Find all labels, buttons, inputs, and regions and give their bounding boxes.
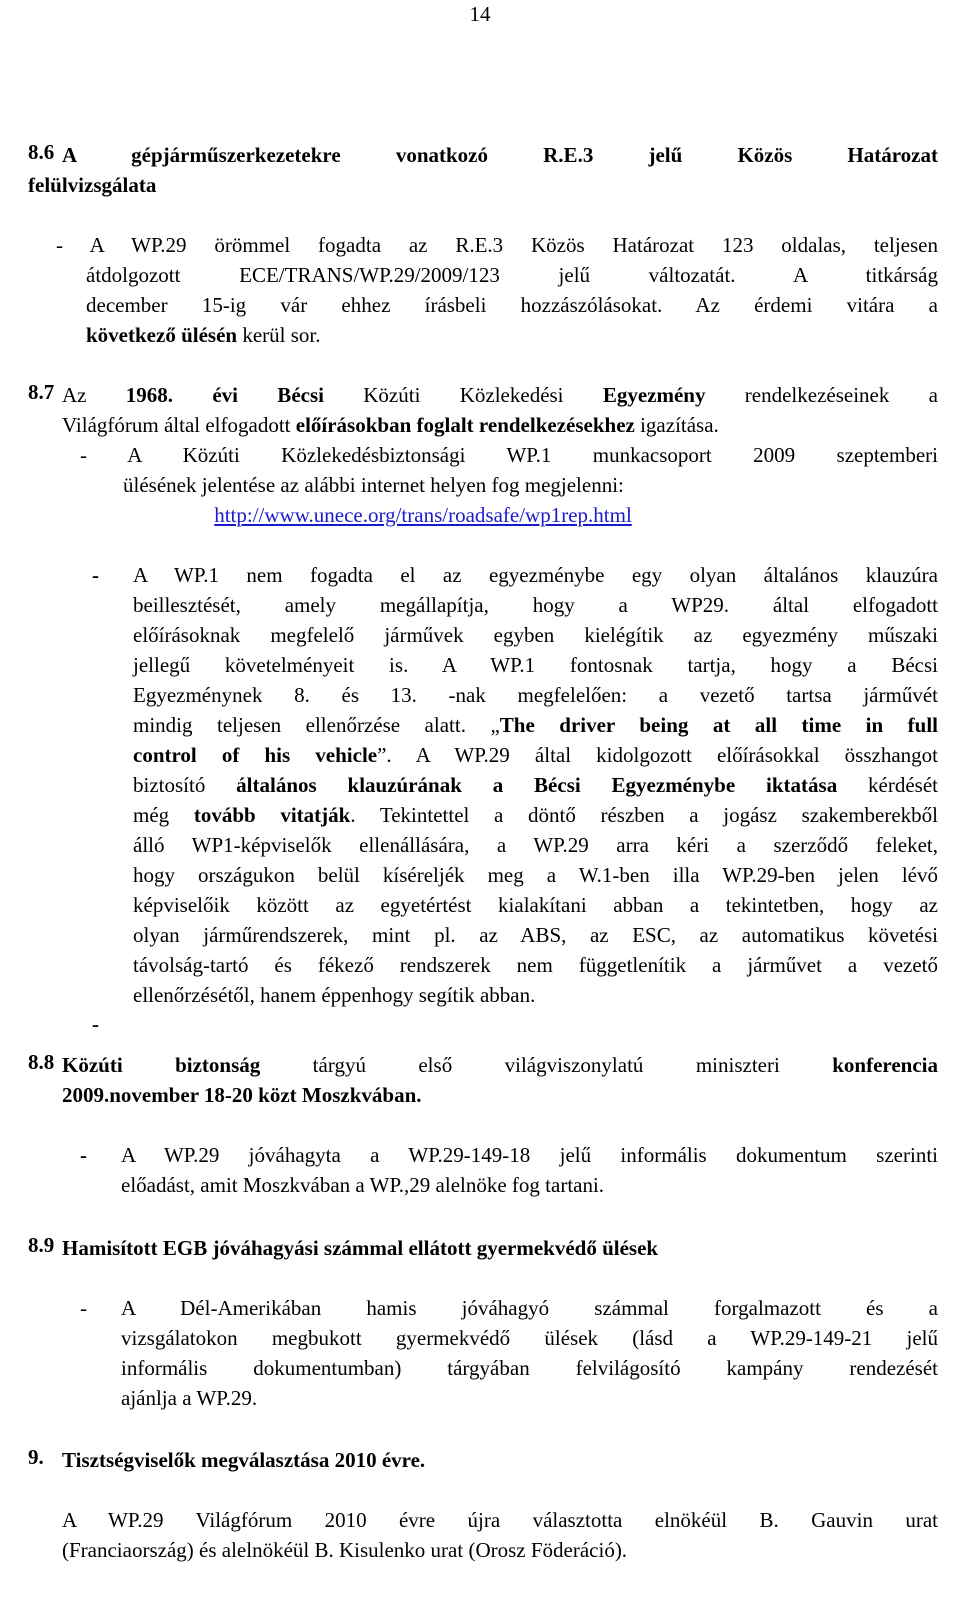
paragraph-line: képviselőik között az egyetértést kialakítani abban a tekintetben, hogy az	[133, 893, 938, 917]
paragraph-line	[56, 320, 938, 350]
section-8-6-heading	[28, 140, 938, 170]
paragraph-line: előadást, amit Moszkvában a WP.,29 alelnöke fog tartani.	[121, 1173, 605, 1197]
paragraph-line: ülésének jelentése az alábbi internet helyen fog megjelenni:	[123, 473, 624, 497]
bold-text: 1968. évi Bécsi	[125, 383, 324, 407]
paragraph-line: Egyezménynek 8. és 13. -nak megfelelően: a vezető tartsa járművét	[133, 683, 938, 707]
section-8-8	[28, 1050, 938, 1200]
section-8-9	[28, 1233, 938, 1413]
text: kerül sor.	[237, 323, 321, 347]
bold-text: következő ülésén	[86, 323, 238, 347]
section-number: 8.7	[28, 380, 55, 404]
paragraph-line: - A WP.29 örömmel fogadta az R.E.3 Közös Határozat 123 oldalas, teljesen	[56, 233, 938, 257]
bullet-dash: -	[80, 1143, 87, 1167]
paragraph-line: - A Közúti Közlekedésbiztonsági WP.1 munkacsoport 2009 szeptemberi	[80, 443, 938, 467]
paragraph-line: távolság-tartó és fékező rendszerek nem függetlenítik a járművet a vezető	[133, 953, 938, 977]
section-title: Tisztségviselők megválasztása 2010 évre.	[62, 1448, 426, 1472]
paragraph-line: A WP.29 Világfórum 2010 évre újra választotta elnökéül B. Gauvin urat	[62, 1508, 938, 1532]
bold-text: tovább vitatják	[193, 803, 351, 827]
paragraph-line: álló WP1-képviselők ellenállására, a WP.29 arra kéri a szerződő feleket,	[133, 833, 938, 857]
section-8-9-heading	[28, 1233, 938, 1263]
paragraph-line	[133, 740, 938, 770]
bullet-dash: -	[92, 1012, 99, 1036]
section-title: Hamisított EGB jóváhagyási számmal ellátott gyermekvédő ülések	[62, 1236, 659, 1260]
paragraph-line	[133, 770, 938, 800]
text: mindig teljesen ellenőrzése alatt. „	[133, 713, 500, 737]
bold-text: konferencia	[832, 1053, 939, 1077]
text: ”. A WP.29 által kidolgozott előírásokkal összhangot	[377, 743, 939, 767]
text: Világfórum által elfogadott	[62, 413, 296, 437]
text: biztosító	[133, 773, 237, 797]
section-8-6	[28, 140, 938, 350]
paragraph-line: (Franciaország) és alelnökéül B. Kisulenko urat (Orosz Föderáció).	[62, 1538, 628, 1562]
bullet-dash: -	[80, 1296, 87, 1320]
paragraph-line: ajánlja a WP.29.	[121, 1386, 258, 1410]
bold-text: Közúti biztonság	[62, 1053, 261, 1077]
bold-text: előírásokban foglalt rendelkezésekhez	[295, 413, 635, 437]
text: rendelkezéseinek a	[705, 383, 938, 407]
text: Közúti Közlekedési	[323, 383, 603, 407]
paragraph-line: hogy országukon belül kíséreljék meg a W.1-ben illa WP.29-ben jelen lévő	[133, 863, 938, 887]
section-9-heading	[28, 1445, 938, 1475]
section-8-8-heading	[28, 1050, 938, 1080]
paragraph-line: vizsgálatokon megbukott gyermekvédő ülések (lásd a WP.29-149-21 jelű	[121, 1326, 938, 1350]
text: . Tekintettel a döntő részben a jogász szakemberekből	[350, 803, 939, 827]
paragraph-line: informális dokumentumban) tárgyában felvilágosító kampány rendezését	[121, 1356, 938, 1380]
paragraph-line: A Dél-Amerikában hamis jóváhagyó számmal forgalmazott és a	[121, 1296, 938, 1320]
section-title	[62, 380, 938, 410]
wp1-report-link[interactable]: http://www.unece.org/trans/roadsafe/wp1rep.html	[214, 503, 632, 527]
section-title-continued: 2009.november 18-20 közt Moszkvában.	[62, 1083, 422, 1107]
section-9	[28, 1445, 938, 1565]
text: még	[133, 803, 194, 827]
paragraph-line: előírásoknak megfelelő járművek egyben kielégítik az egyezmény műszaki	[133, 623, 938, 647]
section-8-7	[28, 380, 938, 1038]
text: kérdését	[837, 773, 938, 797]
page-number: 14	[469, 2, 491, 26]
section-number: 9.	[28, 1445, 44, 1469]
paragraph-line	[133, 800, 938, 830]
paragraph-line: jellegű követelményeit is. A WP.1 fontosnak tartja, hogy a Bécsi	[133, 653, 938, 677]
paragraph-line: átdolgozott ECE/TRANS/WP.29/2009/123 jelű változatát. A titkárság	[86, 263, 938, 287]
section-number: 8.9	[28, 1233, 55, 1257]
section-title-continued: felülvizsgálata	[28, 173, 157, 197]
section-number: 8.6	[28, 140, 55, 164]
paragraph-line: olyan járműrendszerek, mint pl. az ABS, az ESC, az automatikus követési	[133, 923, 938, 947]
section-title	[62, 1050, 938, 1080]
text: Az	[62, 383, 126, 407]
paragraph-line: A WP.1 nem fogadta el az egyezménybe egy olyan általános klauzúra	[133, 563, 938, 587]
section-title-continued	[28, 410, 938, 440]
paragraph-line	[133, 710, 938, 740]
bold-text: The driver being at all time in full	[499, 713, 939, 737]
text: tárgyú első világviszonylatú miniszteri	[260, 1053, 833, 1077]
text: igazítása.	[634, 413, 719, 437]
section-number: 8.8	[28, 1050, 55, 1074]
bullet-dash: -	[92, 563, 99, 587]
section-title: A gépjárműszerkezetekre vonatkozó R.E.3 jelű Közös Határozat	[62, 143, 938, 167]
bold-text: általános klauzúrának a Bécsi Egyezménybe iktatása	[236, 773, 838, 797]
bold-text: Egyezmény	[602, 383, 706, 407]
section-8-7-heading	[28, 380, 938, 410]
paragraph-line: ellenőrzésétől, hanem éppenhogy segítik abban.	[133, 983, 536, 1007]
bold-text: control of his vehicle	[133, 743, 378, 767]
paragraph-line: beillesztését, amely megállapítja, hogy a WP29. által elfogadott	[133, 593, 938, 617]
paragraph-line: december 15-ig vár ehhez írásbeli hozzászólásokat. Az érdemi vitára a	[86, 293, 938, 317]
paragraph-line: A WP.29 jóváhagyta a WP.29-149-18 jelű informális dokumentum szerinti	[121, 1143, 938, 1167]
